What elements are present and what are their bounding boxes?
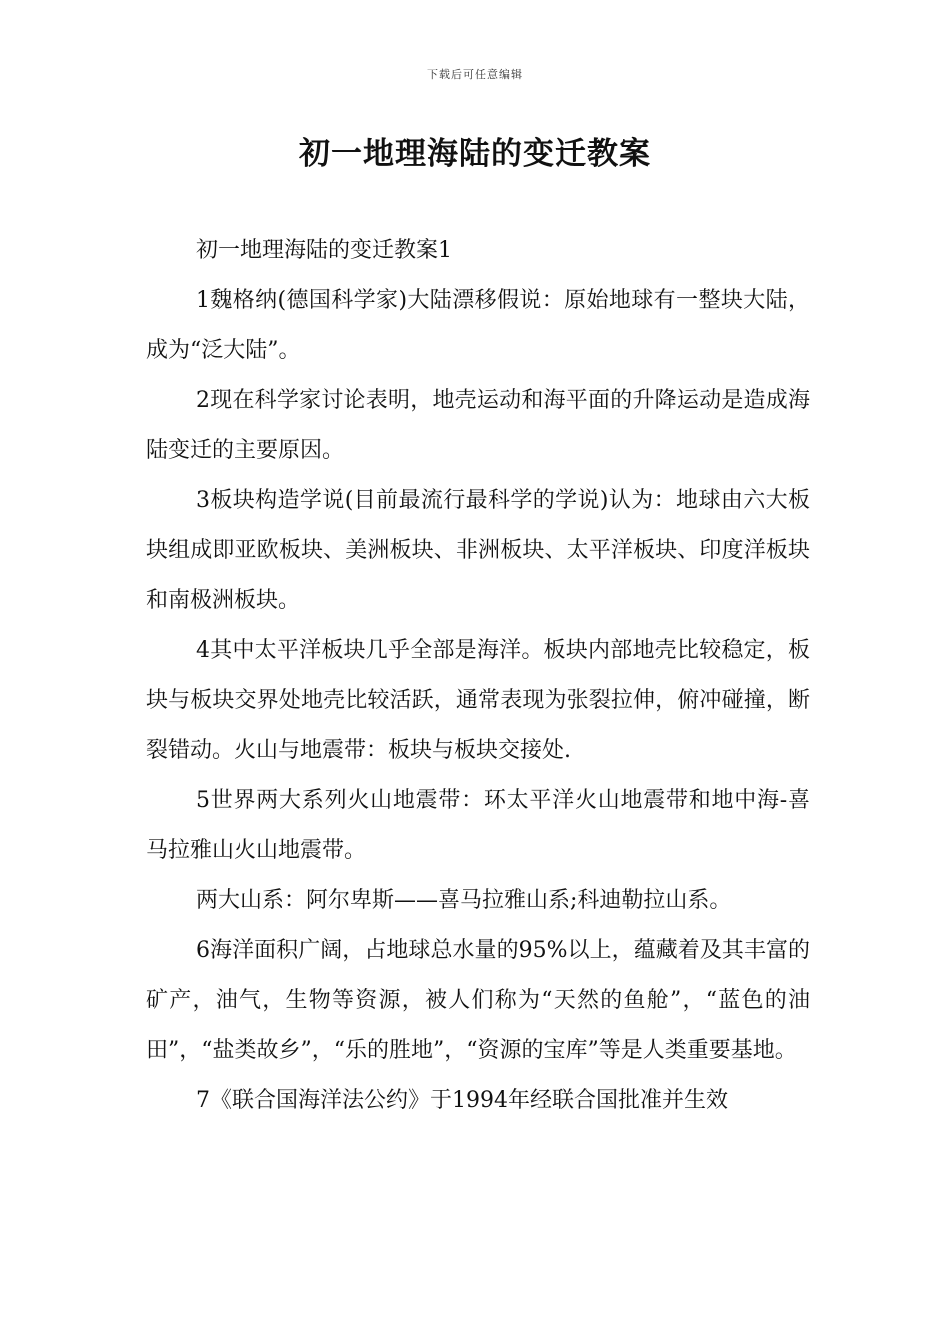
paragraph-3: 3板块构造学说(目前最流行最科学的学说)认为：地球由六大板块组成即亚欧板块、美洲板块、非洲板块、太平洋板块、印度洋板块和南极洲板块。 (146, 488, 810, 613)
paragraph-7: 7《联合国海洋法公约》于1994年经联合国批准并生效 (196, 1088, 728, 1113)
paragraph-subtitle: 初一地理海陆的变迁教案1 (196, 238, 452, 263)
header-note: 下载后可任意编辑 (427, 68, 523, 81)
paragraph-mountains: 两大山系：阿尔卑斯——喜马拉雅山系;科迪勒拉山系。 (196, 888, 732, 913)
paragraph-5: 5世界两大系列火山地震带：环太平洋火山地震带和地中海-喜马拉雅山火山地震带。 (146, 788, 810, 863)
paragraph-1: 1魏格纳(德国科学家)大陆漂移假说：原始地球有一整块大陆，成为“泛大陆”。 (146, 288, 810, 363)
paragraph-4: 4其中太平洋板块几乎全部是海洋。板块内部地壳比较稳定，板块与板块交界处地壳比较活跃，通常表现为张裂拉伸，俯冲碰撞，断裂错动。火山与地震带：板块与板块交接处. (146, 638, 810, 763)
document-title: 初一地理海陆的变迁教案 (299, 136, 651, 172)
document-body (146, 226, 810, 1126)
paragraph-2: 2现在科学家讨论表明，地壳运动和海平面的升降运动是造成海陆变迁的主要原因。 (146, 388, 810, 463)
paragraph-6: 6海洋面积广阔，占地球总水量的95%以上，蕴藏着及其丰富的矿产，油气，生物等资源，被人们称为“天然的鱼舱”，“蓝色的油田”，“盐类故乡”，“乐的胜地”，“资源的宝库”等是人类重要基地。 (146, 938, 810, 1063)
